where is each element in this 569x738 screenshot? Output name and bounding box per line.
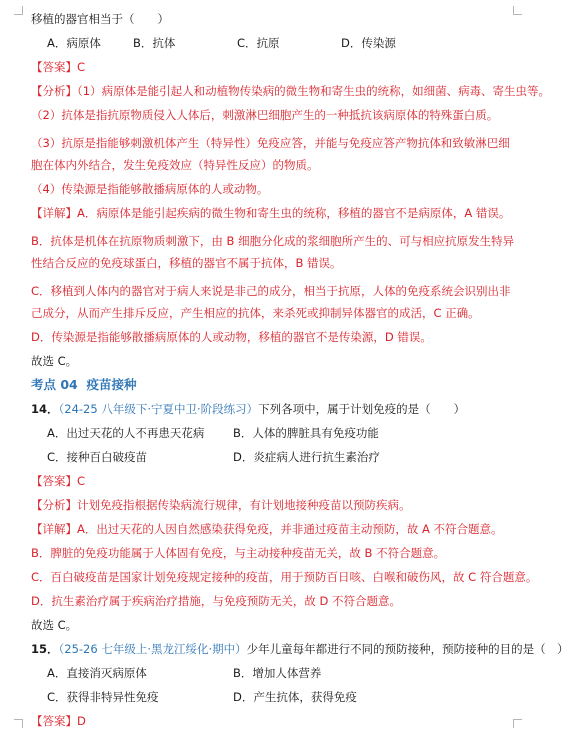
q14-number: 14． xyxy=(31,402,59,416)
analysis-tag: 【分析】 xyxy=(31,84,77,98)
answer-tag: 【答案】 xyxy=(31,474,77,488)
q15-options-row-1 xyxy=(31,666,517,680)
analysis-text: （1）病原体是能引起人和动植物传染病的微生物和寄生虫的统称，如细菌、病毒、寄生虫等。 xyxy=(77,84,551,98)
q15-options-row-2 xyxy=(31,690,517,704)
q13-stem: 移植的器官相当于（ ） xyxy=(31,12,169,26)
q14-option-c: C．接种百白破疫苗 xyxy=(47,450,148,464)
q15-stem xyxy=(31,642,569,656)
q13-analysis-3: （3）抗原是指能够刺激机体产生（特异性）免疫应答，并能与免疫应答产物抗体和致敏淋巴细胞在体内外结合，发生免疫效应（特异性反应）的物质。 xyxy=(31,136,510,172)
q13-analysis-4: （4）传染源是指能够散播病原体的人或动物。 xyxy=(31,182,269,196)
document-content xyxy=(31,12,569,738)
q14-option-b: B．人体的脾脏具有免疫功能 xyxy=(233,426,379,440)
q13-options xyxy=(31,36,517,50)
answer-tag: 【答案】 xyxy=(31,60,77,74)
q13-detail-d: D．传染源是指能够散播病原体的人或动物，移植的器官不是传染源，D 错误。 xyxy=(31,330,432,344)
corner-mark-bottom-left xyxy=(14,719,23,728)
q13-detail-a xyxy=(31,206,517,220)
section-title: 疫苗接种 xyxy=(86,377,137,392)
q15-option-b: B．增加人体营养 xyxy=(233,666,322,680)
answer-value: C xyxy=(77,474,86,488)
q13-option-d: D．传染源 xyxy=(341,36,396,50)
q14-options-row-1 xyxy=(31,426,517,440)
q14-option-a: A．出过天花的人不再患天花病 xyxy=(47,426,205,440)
q15-option-d: D．产生抗体，获得免疫 xyxy=(233,690,357,704)
q13-detail-c: C．移植到人体内的器官对于病人来说是非己的成分，相当于抗原，人体的免疫系统会识别出非己成分，从而产生排斥反应，产生相应的抗体，来杀死或抑制异体器官的成活，C 正确。 xyxy=(31,284,511,320)
q15-option-a: A．直接消灭病原体 xyxy=(47,666,147,680)
q13-answer xyxy=(31,60,517,74)
detail-tag: 【详解】 xyxy=(31,522,77,536)
q14-stem-text: 下列各项中，属于计划免疫的是（ ） xyxy=(258,402,466,416)
q14-answer xyxy=(31,474,517,488)
q13-conclusion: 故选 C。 xyxy=(31,354,78,368)
q15-option-c: C．获得非特异性免疫 xyxy=(47,690,159,704)
corner-mark-top-left xyxy=(14,6,23,15)
detail-text: A．出过天花的人因自然感染获得免疫，并非通过疫苗主动预防，故 A 不符合题意。 xyxy=(77,522,503,536)
q13-analysis-2: （2）抗体是指抗原物质侵入人体后，刺激淋巴细胞产生的一种抵抗该病原体的特殊蛋白质。 xyxy=(31,108,499,122)
q14-conclusion: 故选 C。 xyxy=(31,618,78,632)
q15-stem-text: 少年儿童每年都进行不同的预防接种，预防接种的目的是（ ） xyxy=(246,642,569,656)
section-heading xyxy=(31,378,517,392)
q14-detail-b: B．脾脏的免疫功能属于人体固有免疫，与主动接种疫苗无关，故 B 不符合题意。 xyxy=(31,546,446,560)
answer-value: D xyxy=(77,714,86,728)
q14-option-d: D．炎症病人进行抗生素治疗 xyxy=(233,450,380,464)
q13-option-c: C．抗原 xyxy=(237,36,280,50)
q14-options-row-2 xyxy=(31,450,517,464)
q14-stem xyxy=(31,402,517,416)
q14-detail-d: D．抗生素治疗属于疾病治疗措施，与免疫预防无关，故 D 不符合题意。 xyxy=(31,594,402,608)
detail-text: A．病原体是能引起疾病的微生物和寄生虫的统称，移植的器官不是病原体，A 错误。 xyxy=(77,206,511,220)
q13-analysis-1 xyxy=(31,84,551,98)
q14-detail-c: C．百白破疫苗是国家计划免疫规定接种的疫苗，用于预防百日咳、白喉和破伤风，故 C 符合题意。 xyxy=(31,570,538,584)
q13-option-b: B．抗体 xyxy=(133,36,176,50)
detail-tag: 【详解】 xyxy=(31,206,77,220)
q13-option-a: A．病原体 xyxy=(47,36,101,50)
q15-answer xyxy=(31,714,517,728)
q14-detail-a xyxy=(31,522,517,536)
q15-source: （25-26 七年级上·黑龙江绥化·期中） xyxy=(58,642,247,656)
q15-number: 15． xyxy=(31,642,59,656)
q14-analysis xyxy=(31,498,517,512)
analysis-text: 计划免疫指根据传染病流行规律，有计划地接种疫苗以预防疾病。 xyxy=(77,498,411,512)
analysis-tag: 【分析】 xyxy=(31,498,77,512)
q14-source: （24-25 八年级下·宁夏中卫·阶段练习） xyxy=(58,402,259,416)
answer-value: C xyxy=(77,60,86,74)
answer-tag: 【答案】 xyxy=(31,714,77,728)
section-label: 考点 04 xyxy=(31,377,78,392)
q13-detail-b: B．抗体是机体在抗原物质刺激下，由 B 细胞分化成的浆细胞所产生的、可与相应抗原发生特异性结合反应的免疫球蛋白，移植的器官不属于抗体，B 错误。 xyxy=(31,234,515,270)
